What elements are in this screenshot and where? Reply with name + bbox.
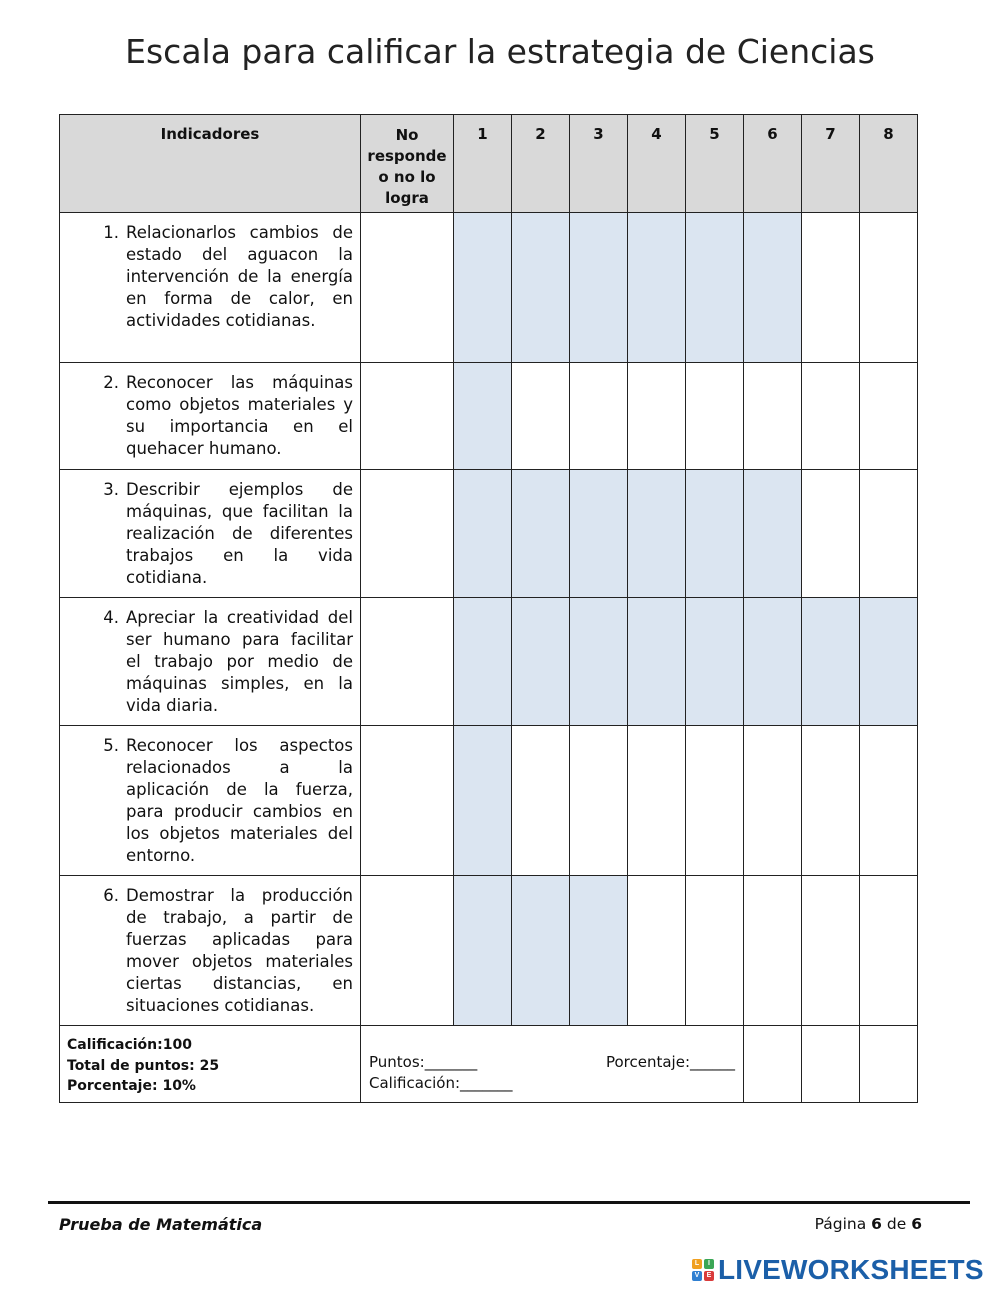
table-row <box>60 726 918 876</box>
header-level-7: 7 <box>802 115 860 213</box>
table-row <box>60 598 918 726</box>
level-8-cell[interactable] <box>860 363 918 470</box>
indicator-cell <box>60 470 361 598</box>
level-4-cell[interactable] <box>628 876 686 1026</box>
liveworksheets-wordmark: LIVEWORKSHEETS <box>718 1254 984 1285</box>
level-1-cell[interactable] <box>454 213 512 363</box>
header-level-4: 4 <box>628 115 686 213</box>
table-row <box>60 470 918 598</box>
footer-empty-cell <box>802 1026 860 1103</box>
level-4-cell[interactable] <box>628 726 686 876</box>
indicator-number: 2. <box>103 373 119 392</box>
porcentaje-total: Porcentaje: 10% <box>67 1078 196 1094</box>
level-2-cell[interactable] <box>512 726 570 876</box>
level-5-cell[interactable] <box>686 598 744 726</box>
no-responde-cell[interactable] <box>361 213 454 363</box>
level-1-cell[interactable] <box>454 363 512 470</box>
level-2-cell[interactable] <box>512 470 570 598</box>
indicator-cell <box>60 876 361 1026</box>
liveworksheets-logo-icon: L I V E <box>692 1259 714 1281</box>
level-4-cell[interactable] <box>628 470 686 598</box>
level-1-cell[interactable] <box>454 470 512 598</box>
level-2-cell[interactable] <box>512 876 570 1026</box>
calificacion-total: Calificación:100 <box>67 1037 192 1053</box>
level-8-cell[interactable] <box>860 598 918 726</box>
calificacion-field[interactable]: Calificación:_______ <box>369 1073 513 1092</box>
indicator-text: Relacionarlos cambios de estado del aguacon la intervención de la energía en forma de calor, en actividades cotidianas. <box>126 223 353 330</box>
indicator-number: 4. <box>103 608 119 627</box>
total-puntos: Total de puntos: 25 <box>67 1057 220 1074</box>
footer-subject: Prueba de Matemática <box>59 1215 263 1234</box>
level-4-cell[interactable] <box>628 598 686 726</box>
level-2-cell[interactable] <box>512 363 570 470</box>
level-8-cell[interactable] <box>860 726 918 876</box>
level-5-cell[interactable] <box>686 726 744 876</box>
indicator-number: 6. <box>103 886 119 905</box>
level-6-cell[interactable] <box>744 726 802 876</box>
level-5-cell[interactable] <box>686 363 744 470</box>
no-responde-cell[interactable] <box>361 470 454 598</box>
level-6-cell[interactable] <box>744 876 802 1026</box>
level-5-cell[interactable] <box>686 470 744 598</box>
rating-scale-table <box>59 114 918 1103</box>
footer-empty-cell <box>744 1026 802 1103</box>
table-row <box>60 213 918 363</box>
no-responde-cell[interactable] <box>361 363 454 470</box>
indicator-cell <box>60 213 361 363</box>
indicator-text: Demostrar la producción de trabajo, a partir de fuerzas aplicadas para mover objetos materiales ciertas distancias, en situaciones cotidianas. <box>126 886 353 1015</box>
level-8-cell[interactable] <box>860 876 918 1026</box>
level-5-cell[interactable] <box>686 876 744 1026</box>
level-6-cell[interactable] <box>744 470 802 598</box>
footer-summary <box>60 1026 361 1103</box>
indicator-text: Reconocer las máquinas como objetos materiales y su importancia en el quehacer humano. <box>126 373 353 458</box>
header-level-1: 1 <box>454 115 512 213</box>
liveworksheets-logo <box>692 1254 984 1286</box>
indicator-cell <box>60 726 361 876</box>
header-level-6: 6 <box>744 115 802 213</box>
level-1-cell[interactable] <box>454 598 512 726</box>
level-7-cell[interactable] <box>802 876 860 1026</box>
footer-row <box>60 1026 918 1103</box>
level-5-cell[interactable] <box>686 213 744 363</box>
level-8-cell[interactable] <box>860 470 918 598</box>
header-level-8: 8 <box>860 115 918 213</box>
table-row <box>60 363 918 470</box>
page-title: Escala para calificar la estrategia de Ciencias <box>125 32 875 71</box>
level-2-cell[interactable] <box>512 598 570 726</box>
no-responde-cell[interactable] <box>361 876 454 1026</box>
puntos-field[interactable]: Puntos:_______ <box>369 1053 478 1071</box>
level-6-cell[interactable] <box>744 598 802 726</box>
footer-fields <box>361 1026 744 1103</box>
header-level-2: 2 <box>512 115 570 213</box>
level-7-cell[interactable] <box>802 598 860 726</box>
header-indicadores: Indicadores <box>60 115 361 213</box>
indicator-text: Apreciar la creatividad del ser humano para facilitar el trabajo por medio de máquinas simples, en la vida diaria. <box>126 608 353 715</box>
level-4-cell[interactable] <box>628 363 686 470</box>
indicator-text: Describir ejemplos de máquinas, que facilitan la realización de diferentes trabajos en la vida cotidiana. <box>126 480 353 587</box>
indicator-cell <box>60 363 361 470</box>
indicator-number: 5. <box>103 736 119 755</box>
no-responde-cell[interactable] <box>361 726 454 876</box>
table-row <box>60 876 918 1026</box>
indicator-cell <box>60 598 361 726</box>
level-8-cell[interactable] <box>860 213 918 363</box>
level-3-cell[interactable] <box>570 213 628 363</box>
indicator-number: 1. <box>103 223 119 242</box>
footer-empty-cell <box>860 1026 918 1103</box>
level-1-cell[interactable] <box>454 726 512 876</box>
level-3-cell[interactable] <box>570 363 628 470</box>
header-no-responde: No responde o no lo logra <box>361 115 454 213</box>
page-number: Página 6 de 6 <box>814 1215 922 1233</box>
level-1-cell[interactable] <box>454 876 512 1026</box>
level-7-cell[interactable] <box>802 213 860 363</box>
footer-divider <box>48 1201 970 1204</box>
level-3-cell[interactable] <box>570 470 628 598</box>
level-6-cell[interactable] <box>744 213 802 363</box>
header-level-5: 5 <box>686 115 744 213</box>
header-level-3: 3 <box>570 115 628 213</box>
level-2-cell[interactable] <box>512 213 570 363</box>
level-7-cell[interactable] <box>802 470 860 598</box>
level-3-cell[interactable] <box>570 598 628 726</box>
indicator-number: 3. <box>103 480 119 499</box>
header-row <box>60 115 918 213</box>
level-6-cell[interactable] <box>744 363 802 470</box>
level-4-cell[interactable] <box>628 213 686 363</box>
no-responde-cell[interactable] <box>361 598 454 726</box>
level-7-cell[interactable] <box>802 726 860 876</box>
level-7-cell[interactable] <box>802 363 860 470</box>
porcentaje-field[interactable]: Porcentaje:______ <box>605 1053 735 1071</box>
level-3-cell[interactable] <box>570 726 628 876</box>
indicator-text: Reconocer los aspectos relacionados a la aplicación de la fuerza, para producir cambios en los objetos materiales del entorno. <box>126 736 353 865</box>
level-3-cell[interactable] <box>570 876 628 1026</box>
